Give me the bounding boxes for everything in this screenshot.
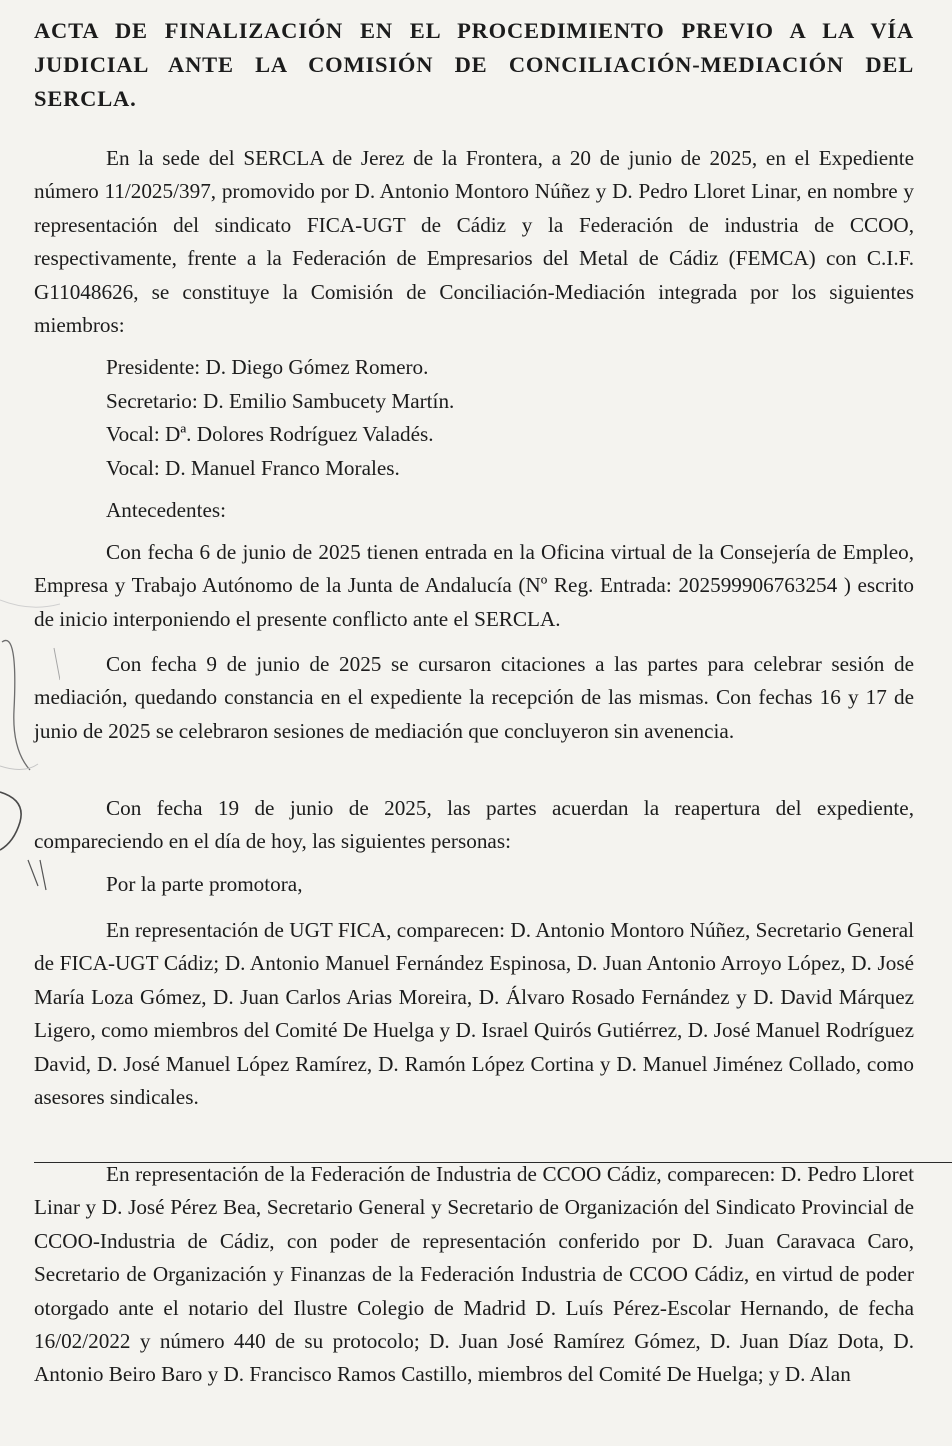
ugt-paragraph: En representación de UGT FICA, comparecen: D. Antonio Montoro Núñez, Secretario General de FICA-UGT Cádiz; D. Antonio Manuel Fernández Espinosa, D. Juan Antonio Arroyo López, D. José María Loza Gómez, D. Juan Carlos Arias Moreira, D. Álvaro Rosado Fernández y D. David Márquez Ligero, como miembros del Comité De Huelga y D. Israel Quirós Gutiérrez, D. José Manuel Rodríguez David, D. José Manuel López Ramírez, D. Ramón López Cortina y D. Manuel Jiménez Collado, como asesores sindicales. — [34, 918, 914, 1110]
antecedente-paragraph-1: Con fecha 6 de junio de 2025 tienen entrada en la Oficina virtual de la Consejería de Empleo, Empresa y Trabajo Autónomo de la Junta de Andalucía (Nº Reg. Entrada: 202599906763254 ) escrito de inicio interponiendo el presente conflicto ante el SERCLA. — [34, 540, 914, 631]
member-president: Presidente: D. Diego Gómez Romero. — [106, 355, 429, 379]
member-vocal-2: Vocal: D. Manuel Franco Morales. — [106, 456, 400, 480]
document-title: ACTA DE FINALIZACIÓN EN EL PROCEDIMIENTO PREVIO A LA VÍA JUDICIAL ANTE LA COMISIÓN DE CONCILIACIÓN-MEDIACIÓN DEL SERCLA. — [34, 18, 914, 111]
member-vocal-1: Vocal: Dª. Dolores Rodríguez Valadés. — [106, 422, 434, 446]
member-secretary: Secretario: D. Emilio Sambucety Martín. — [106, 389, 455, 413]
ccoo-paragraph: En representación de la Federación de Industria de CCOO Cádiz, comparecen: D. Pedro Lloret Linar y D. José Pérez Bea, Secretario General y Secretario de Organización del Sindicato Provincial de CCOO-Industria de Cádiz, con poder de representación conferido por D. Juan Caravaca Caro, Secretario de Organización y Finanzas de la Federación Industria de CCOO Cádiz, en virtud de poder otorgado ante el notario del Ilustre Colegio de Madrid D. Luís Pérez-Escolar Hernando, de fecha 16/02/2022 y número 440 de su protocolo; D. Juan José Ramírez Gómez, D. Juan Díaz Dota, D. Antonio Beiro Baro y D. Francisco Ramos Castillo, miembros del Comité De Huelga; y D. Alan — [34, 1162, 914, 1387]
antecedente-paragraph-3: Con fecha 19 de junio de 2025, las partes acuerdan la reapertura del expediente, compareciendo en el día de hoy, las siguientes personas: — [34, 796, 914, 854]
stamp-mark-icon — [0, 560, 60, 900]
promotora-heading: Por la parte promotora, — [106, 872, 303, 896]
antecedentes-heading: Antecedentes: — [106, 498, 227, 522]
intro-paragraph: En la sede del SERCLA de Jerez de la Frontera, a 20 de junio de 2025, en el Expediente número 11/2025/397, promovido por D. Antonio Montoro Núñez y D. Pedro Lloret Linar, en nombre y representación del sindicato FICA-UGT de Cádiz y la Federación de industria de CCOO, respectivamente, frente a la Federación de Empresarios del Metal de Cádiz (FEMCA) con C.I.F. G11048626, se constituye la Comisión de Conciliación-Mediación integrada por los siguientes miembros: — [34, 146, 914, 338]
antecedente-paragraph-2: Con fecha 9 de junio de 2025 se cursaron citaciones a las partes para celebrar sesión de mediación, quedando constancia en el expediente la recepción de las mismas. Con fechas 16 y 17 de junio de 2025 se celebraron sesiones de mediación que concluyeron sin avenencia. — [34, 652, 914, 743]
